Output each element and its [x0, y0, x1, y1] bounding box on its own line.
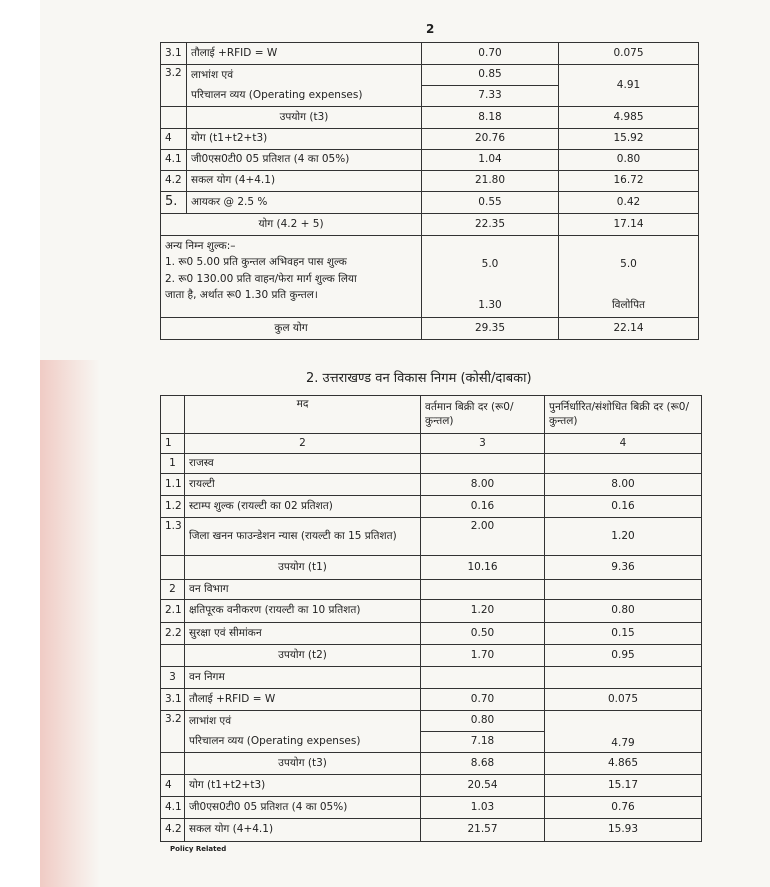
current-rate: 21.57	[421, 819, 545, 842]
row-item: उपयोग (t3)	[187, 107, 422, 129]
header-row	[161, 396, 702, 434]
current-rate: 0.55	[422, 192, 559, 214]
current-rate: 1.20	[421, 600, 545, 623]
revised-rate: 0.16	[545, 496, 702, 518]
revised-rate: 4.79	[545, 711, 702, 753]
revised-rate: 0.42	[559, 192, 699, 214]
row-number: 3	[161, 667, 185, 689]
current-rate: 0.70	[422, 43, 559, 65]
row-number: 4	[161, 129, 187, 150]
table-row	[161, 689, 702, 711]
transit-fee-revised: 5.0	[620, 258, 637, 270]
revised-rate: 15.17	[545, 775, 702, 797]
section-row	[161, 454, 702, 474]
row-number: 1	[161, 454, 185, 474]
table-row	[161, 129, 699, 150]
table-row	[161, 600, 702, 623]
current-rate: 7.18	[421, 732, 545, 753]
row-item: तौलाई +RFID = W	[187, 43, 422, 65]
revised-rate: 17.14	[559, 214, 699, 236]
subtotal-row	[161, 753, 702, 775]
revised-rate	[545, 667, 702, 689]
row-item: जिला खनन फाउन्डेशन न्यास (रायल्टी का 15 प्रतिशत)	[185, 518, 421, 556]
revised-rate: 22.14	[559, 318, 699, 340]
row-number: 5.	[161, 192, 187, 214]
row-item: योग (t1+t2+t3)	[187, 129, 422, 150]
other-fees-heading: अन्य निम्न शुल्क:–	[165, 240, 236, 252]
row-number	[161, 645, 185, 667]
section-row	[161, 667, 702, 689]
row-number	[161, 107, 187, 129]
revised-rate: 0.075	[559, 43, 699, 65]
current-rate: 1.70	[421, 645, 545, 667]
row-item: लाभांश एवं	[187, 65, 422, 86]
transit-fee-current: 5.0	[481, 258, 499, 270]
row-item: वन निगम	[185, 667, 421, 689]
current-rate: 20.54	[421, 775, 545, 797]
row-item: राजस्व	[185, 454, 421, 474]
current-rate: 22.35	[422, 214, 559, 236]
row-item: स्टाम्प शुल्क (रायल्टी का 02 प्रतिशत)	[185, 496, 421, 518]
revised-rate: 0.15	[545, 623, 702, 645]
revised-rate	[545, 454, 702, 474]
current-rate: 0.50	[421, 623, 545, 645]
row-item: लाभांश एवं	[185, 711, 421, 732]
current-rate	[421, 454, 545, 474]
revised-rate: 0.075	[545, 689, 702, 711]
page-number: 2	[426, 22, 435, 36]
revised-rate: 9.36	[545, 556, 702, 580]
row-item: सकल योग (4+4.1)	[187, 171, 422, 192]
row-number: 2.2	[161, 623, 185, 645]
revised-rate: 0.76	[545, 797, 702, 819]
other-fees-line: 1. रू0 5.00 प्रति कुन्तल अभिवहन पास शुल्क	[165, 256, 347, 269]
row-item: सुरक्षा एवं सीमांकन	[185, 623, 421, 645]
revised-rate: 4.985	[559, 107, 699, 129]
table-row	[161, 797, 702, 819]
row-number: 4.2	[161, 819, 185, 842]
current-rate: 8.00	[421, 474, 545, 496]
subtotal-row	[161, 556, 702, 580]
current-rate: 1.03	[421, 797, 545, 819]
row-item: उपयोग (t1)	[185, 556, 421, 580]
current-rate	[422, 236, 559, 318]
revised-rate	[559, 236, 699, 318]
row-number: 1.3	[161, 518, 185, 556]
other-fees-row	[161, 236, 699, 318]
table-row	[161, 623, 702, 645]
column-number: 1	[161, 434, 185, 454]
table-row	[161, 43, 699, 65]
current-rate: 0.80	[421, 711, 545, 732]
row-number: 1.2	[161, 496, 185, 518]
row-item: योग (4.2 + 5)	[161, 214, 422, 236]
current-rate: 2.00	[421, 518, 545, 556]
table-row	[161, 150, 699, 171]
row-number: 3.2	[161, 711, 185, 753]
current-rate: 0.16	[421, 496, 545, 518]
current-rate: 20.76	[422, 129, 559, 150]
row-item: वन विभाग	[185, 580, 421, 600]
row-number: 4.2	[161, 171, 187, 192]
row-number: 3.1	[161, 689, 185, 711]
revised-rate: 15.92	[559, 129, 699, 150]
other-fees-line: 2. रू0 130.00 प्रति वाहन/फेरा मार्ग शुल्क लिया	[165, 272, 357, 285]
current-rate: 7.33	[422, 86, 559, 107]
revised-rate: 16.72	[559, 171, 699, 192]
row-item: आयकर @ 2.5 %	[187, 192, 422, 214]
revised-rate: 8.00	[545, 474, 702, 496]
row-item: रायल्टी	[185, 474, 421, 496]
revised-rate: 0.80	[559, 150, 699, 171]
column-number: 3	[421, 434, 545, 454]
column-number-row	[161, 434, 702, 454]
footer-note: Policy Related	[170, 845, 227, 853]
other-fees-line: जाता है, अर्थात रू0 1.30 प्रति कुन्तल।	[165, 288, 318, 301]
current-rate: 8.18	[422, 107, 559, 129]
table-row	[161, 65, 699, 86]
current-rate: 21.80	[422, 171, 559, 192]
row-number: 2	[161, 580, 185, 600]
rate-table-continued	[160, 42, 699, 340]
row-item: जी0एस0टी0 05 प्रतिशत (4 का 05%)	[187, 150, 422, 171]
current-rate	[421, 667, 545, 689]
row-item: जी0एस0टी0 05 प्रतिशत (4 का 05%)	[185, 797, 421, 819]
revised-rate: 1.20	[545, 518, 702, 556]
row-number: 2.1	[161, 600, 185, 623]
current-rate: 29.35	[422, 318, 559, 340]
section-title: 2. उत्तराखण्ड वन विकास निगम (कोसी/दाबका)	[306, 371, 532, 386]
revised-rate	[545, 580, 702, 600]
table-row	[161, 171, 699, 192]
total-row	[161, 318, 699, 340]
header-item: मद	[185, 396, 421, 434]
other-fees-text	[161, 236, 422, 318]
row-item: क्षतिपूरक वनीकरण (रायल्टी का 10 प्रतिशत)	[185, 600, 421, 623]
revised-rate: 0.95	[545, 645, 702, 667]
section-row	[161, 580, 702, 600]
row-item: परिचालन व्यय (Operating expenses)	[185, 732, 421, 753]
table-row	[161, 192, 699, 214]
row-item: कुल योग	[161, 318, 422, 340]
row-item: उपयोग (t2)	[185, 645, 421, 667]
header-current-rate: वर्तमान बिक्री दर (रू0/कुन्तल)	[421, 396, 545, 434]
table-row	[161, 711, 702, 732]
revised-rate: 4.91	[559, 65, 699, 107]
row-number: 4.1	[161, 797, 185, 819]
page-edge-shadow	[40, 360, 100, 887]
row-number: 3.1	[161, 43, 187, 65]
rate-table-kosi-dabka	[160, 395, 702, 842]
current-rate: 10.16	[421, 556, 545, 580]
current-rate: 0.70	[421, 689, 545, 711]
current-rate: 8.68	[421, 753, 545, 775]
route-fee-revised: विलोपित	[611, 299, 646, 312]
revised-rate: 4.865	[545, 753, 702, 775]
subtotal-row	[161, 214, 699, 236]
row-number: 3.2	[161, 65, 187, 107]
column-number: 4	[545, 434, 702, 454]
column-number: 2	[185, 434, 421, 454]
subtotal-row	[161, 645, 702, 667]
table-row	[161, 496, 702, 518]
row-number: 4.1	[161, 150, 187, 171]
row-item: तौलाई +RFID = W	[185, 689, 421, 711]
table-row	[161, 775, 702, 797]
current-rate	[421, 580, 545, 600]
row-item: योग (t1+t2+t3)	[185, 775, 421, 797]
table-row	[161, 518, 702, 556]
route-fee-current: 1.30	[478, 299, 502, 312]
row-number	[161, 556, 185, 580]
current-rate: 1.04	[422, 150, 559, 171]
table-row	[161, 819, 702, 842]
current-rate: 0.85	[422, 65, 559, 86]
table-row	[161, 474, 702, 496]
revised-rate: 0.80	[545, 600, 702, 623]
row-item: परिचालन व्यय (Operating expenses)	[187, 86, 422, 107]
row-item: उपयोग (t3)	[185, 753, 421, 775]
row-number: 4	[161, 775, 185, 797]
header-revised-rate: पुनर्निर्धारित/संशोधित बिक्री दर (रू0/कुन्तल)	[545, 396, 702, 434]
row-item: सकल योग (4+4.1)	[185, 819, 421, 842]
row-number	[161, 753, 185, 775]
row-number: 1.1	[161, 474, 185, 496]
subtotal-row	[161, 107, 699, 129]
header-cell	[161, 396, 185, 434]
revised-rate: 15.93	[545, 819, 702, 842]
